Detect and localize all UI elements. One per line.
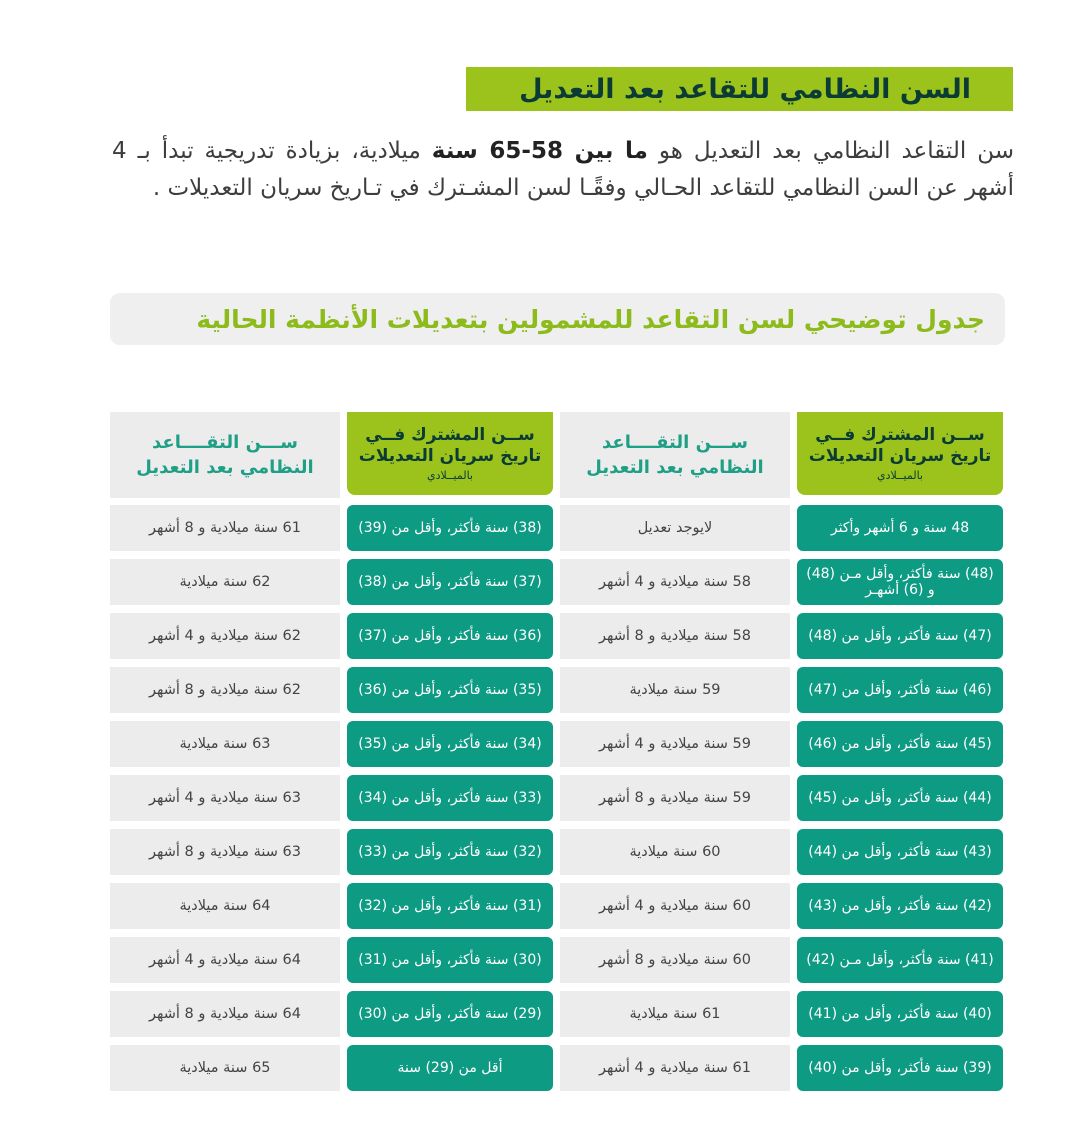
subscriber-age-cell: (35) سنة فأكثر، وأقل من (36)	[347, 667, 553, 713]
subscriber-age-cell: 48 سنة و 6 أشهر وأكثر	[797, 505, 1003, 551]
subscriber-age-cell: (48) سنة فأكثر، وأقل مـن (48) و (6) أشهـر	[797, 559, 1003, 605]
retirement-age-cell: 59 سنة ميلادية	[560, 667, 790, 713]
subscriber-age-cell: (40) سنة فأكثر، وأقل من (41)	[797, 991, 1003, 1037]
header-subscriber-age-note: بالميــلادي	[877, 468, 923, 482]
retirement-age-cell: 61 سنة ميلادية و 4 أشهر	[560, 1045, 790, 1091]
subscriber-age-cell: (44) سنة فأكثر، وأقل من (45)	[797, 775, 1003, 821]
intro-text-2: ميلادية، بزيادة تدريجية تبدأ بـ 4 أشهر عن السن النظامي للتقاعد الحـالي وفقًـا لسن المشـترك في تـاريخ سريان التعديلات .	[112, 138, 1014, 201]
retirement-age-cell: 65 سنة ميلادية	[110, 1045, 340, 1091]
subscriber-age-cell: (39) سنة فأكثر، وأقل من (40)	[797, 1045, 1003, 1091]
retirement-age-cell: 61 سنة ميلادية و 8 أشهر	[110, 505, 340, 551]
subscriber-age-cell: (47) سنة فأكثر، وأقل من (48)	[797, 613, 1003, 659]
intro-bold-range: ما بين 58-65 سنة	[431, 138, 648, 164]
header-subscriber-age-line1: ســن المشترك فــي	[365, 424, 535, 445]
subscriber-age-cell: (43) سنة فأكثر، وأقل من (44)	[797, 829, 1003, 875]
subscriber-age-cell: (31) سنة فأكثر، وأقل من (32)	[347, 883, 553, 929]
retirement-age-cell: 64 سنة ميلادية	[110, 883, 340, 929]
intro-text-1: سن التقاعد النظامي بعد التعديل هو	[647, 138, 1014, 164]
retirement-age-cell: 62 سنة ميلادية	[110, 559, 340, 605]
header-retire-age-left	[110, 412, 340, 498]
retirement-age-cell: 59 سنة ميلادية و 4 أشهر	[560, 721, 790, 767]
subscriber-age-cell: (37) سنة فأكثر، وأقل من (38)	[347, 559, 553, 605]
subscriber-age-cell: (38) سنة فأكثر، وأقل من (39)	[347, 505, 553, 551]
header-retire-age-line1: ســـن التقــــاعد	[602, 432, 748, 453]
subscriber-age-cell: (33) سنة فأكثر، وأقل من (34)	[347, 775, 553, 821]
subscriber-age-cell: (29) سنة فأكثر، وأقل من (30)	[347, 991, 553, 1037]
retirement-age-cell: 63 سنة ميلادية	[110, 721, 340, 767]
subscriber-age-cell: (45) سنة فأكثر، وأقل من (46)	[797, 721, 1003, 767]
header-subscriber-age-note: بالميــلادي	[427, 468, 473, 482]
header-subscriber-age-left	[347, 412, 553, 495]
retirement-age-cell: 58 سنة ميلادية و 4 أشهر	[560, 559, 790, 605]
header-subscriber-age-right	[797, 412, 1003, 495]
retirement-age-cell: 63 سنة ميلادية و 4 أشهر	[110, 775, 340, 821]
retirement-age-cell: 60 سنة ميلادية و 8 أشهر	[560, 937, 790, 983]
subscriber-age-cell: (42) سنة فأكثر، وأقل من (43)	[797, 883, 1003, 929]
header-retire-age-text	[586, 430, 763, 480]
header-retire-age-line2: النظامي بعد التعديل	[136, 457, 314, 478]
retirement-age-cell: 60 سنة ميلادية	[560, 829, 790, 875]
subscriber-age-cell: أقل من (29) سنة	[347, 1045, 553, 1091]
subscriber-age-cell: (41) سنة فأكثر، وأقل مـن (42)	[797, 937, 1003, 983]
subscriber-age-cell: (30) سنة فأكثر، وأقل من (31)	[347, 937, 553, 983]
title-bar	[466, 67, 1013, 111]
retirement-age-cell: 63 سنة ميلادية و 8 أشهر	[110, 829, 340, 875]
retirement-age-cell: لايوجد تعديل	[560, 505, 790, 551]
retirement-age-cell: 64 سنة ميلادية و 4 أشهر	[110, 937, 340, 983]
table-caption-bar	[110, 293, 1005, 345]
subscriber-age-cell: (34) سنة فأكثر، وأقل من (35)	[347, 721, 553, 767]
retirement-age-cell: 58 سنة ميلادية و 8 أشهر	[560, 613, 790, 659]
intro-paragraph	[112, 133, 1014, 207]
header-retire-age-right	[560, 412, 790, 498]
header-retire-age-line2: النظامي بعد التعديل	[586, 457, 764, 478]
page-title: السن النظامي للتقاعد بعد التعديل	[519, 73, 971, 105]
subscriber-age-cell: (46) سنة فأكثر، وأقل من (47)	[797, 667, 1003, 713]
retirement-age-cell: 61 سنة ميلادية	[560, 991, 790, 1037]
retirement-age-cell: 62 سنة ميلادية و 4 أشهر	[110, 613, 340, 659]
retirement-age-cell: 62 سنة ميلادية و 8 أشهر	[110, 667, 340, 713]
retirement-age-cell: 59 سنة ميلادية و 8 أشهر	[560, 775, 790, 821]
retirement-age-cell: 64 سنة ميلادية و 8 أشهر	[110, 991, 340, 1037]
table-caption: جدول توضيحي لسن التقاعد للمشمولين بتعديلات الأنظمة الحالية	[196, 304, 985, 334]
header-subscriber-age-line2: تاريخ سريان التعديلات	[358, 445, 542, 466]
header-subscriber-age-line2: تاريخ سريان التعديلات	[808, 445, 992, 466]
header-subscriber-age-line1: ســن المشترك فــي	[815, 424, 985, 445]
retirement-age-cell: 60 سنة ميلادية و 4 أشهر	[560, 883, 790, 929]
subscriber-age-cell: (36) سنة فأكثر، وأقل من (37)	[347, 613, 553, 659]
header-retire-age-line1: ســـن التقــــاعد	[152, 432, 298, 453]
header-retire-age-text	[136, 430, 313, 480]
subscriber-age-cell: (32) سنة فأكثر، وأقل من (33)	[347, 829, 553, 875]
